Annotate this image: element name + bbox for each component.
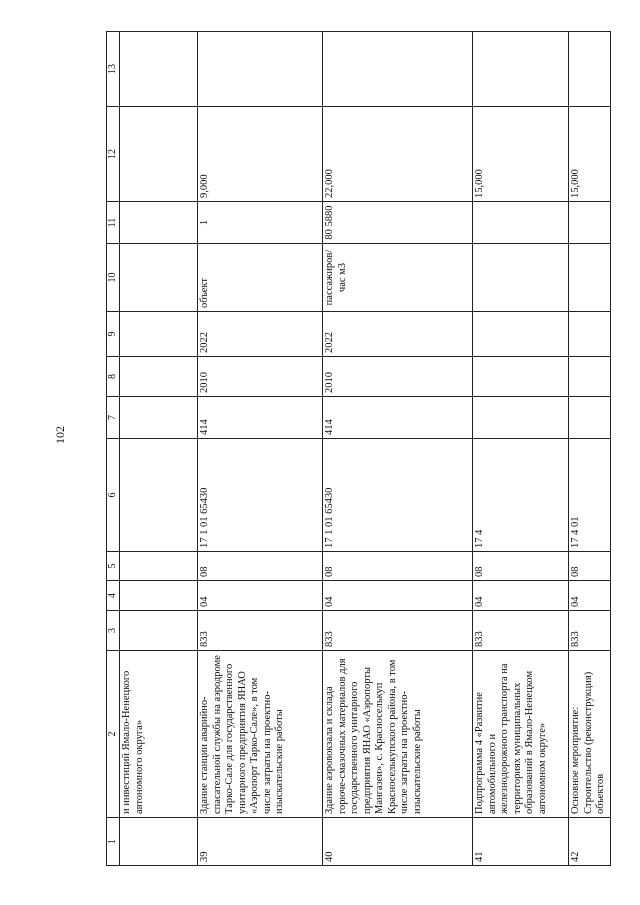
cell-target-code — [120, 439, 198, 552]
cell-target-code: 17 1 01 65430 — [198, 439, 323, 552]
table-row — [120, 32, 198, 866]
cell-expense-type: 414 — [323, 397, 473, 439]
col-header-7: 7 — [107, 397, 120, 439]
cell-end-year: 2022 — [198, 312, 323, 357]
cell-capacity: 80 5880 — [323, 202, 473, 244]
cell-section: 04 — [473, 581, 569, 611]
row-name: Основное мероприятие: Строительство (реконструкция) объектов — [569, 651, 611, 818]
col-header-4: 4 — [107, 581, 120, 611]
row-name: и инвестиций Ямало-Ненецкого автономного округа» — [120, 651, 198, 818]
row-number: 42 — [569, 818, 611, 866]
cell-start-year — [120, 357, 198, 397]
cell-admin-code: 833 — [569, 611, 611, 651]
cell-capacity — [473, 202, 569, 244]
cell-subsection: 08 — [569, 552, 611, 581]
cell-end-year — [473, 312, 569, 357]
row-name: Подпрограмма 4 «Развитие автомобильного и железнодорожного транспорта на территориях муниципальных образований в Ямало-Ненецком автономном округе» — [473, 651, 569, 818]
cell-admin-code: 833 — [473, 611, 569, 651]
cell-section: 04 — [569, 581, 611, 611]
cell-start-year: 2010 — [198, 357, 323, 397]
cell-amount: 22,000 — [323, 107, 473, 202]
cell-subsection: 08 — [323, 552, 473, 581]
cell-section — [120, 581, 198, 611]
cell-subsection: 08 — [198, 552, 323, 581]
col-header-5: 5 — [107, 552, 120, 581]
cell-start-year — [569, 357, 611, 397]
cell-target-code: 17 4 01 — [569, 439, 611, 552]
cell-col13 — [569, 32, 611, 107]
table-row — [323, 32, 473, 866]
column-number-row — [107, 32, 120, 866]
cell-end-year — [569, 312, 611, 357]
cell-unit — [473, 244, 569, 312]
row-number: 41 — [473, 818, 569, 866]
row-number: 39 — [198, 818, 323, 866]
cell-subsection — [120, 552, 198, 581]
cell-expense-type — [569, 397, 611, 439]
row-number — [120, 818, 198, 866]
cell-unit — [569, 244, 611, 312]
rotated-table — [106, 32, 606, 866]
col-header-11: 11 — [107, 202, 120, 244]
budget-table-container — [106, 32, 606, 866]
cell-section: 04 — [198, 581, 323, 611]
cell-col13 — [323, 32, 473, 107]
cell-capacity — [120, 202, 198, 244]
cell-capacity — [569, 202, 611, 244]
cell-end-year: 2022 — [323, 312, 473, 357]
col-header-6: 6 — [107, 439, 120, 552]
page-number: 102 — [52, 426, 67, 444]
table-row — [473, 32, 569, 866]
cell-expense-type — [120, 397, 198, 439]
col-header-3: 3 — [107, 611, 120, 651]
table-row — [569, 32, 611, 866]
cell-expense-type: 414 — [198, 397, 323, 439]
cell-amount: 15,000 — [569, 107, 611, 202]
col-header-1: 1 — [107, 818, 120, 866]
cell-amount: 15,000 — [473, 107, 569, 202]
cell-col13 — [473, 32, 569, 107]
cell-target-code: 17 4 — [473, 439, 569, 552]
table-row — [198, 32, 323, 866]
col-header-12: 12 — [107, 107, 120, 202]
cell-admin-code — [120, 611, 198, 651]
cell-expense-type — [473, 397, 569, 439]
cell-end-year — [120, 312, 198, 357]
row-name: Здание станции аварийно-спасательной службы на аэродроме Тарко-Сале для государственного унитарного предприятия ЯНАО «Аэропорт Тарко-Сале», в том числе затраты на проектно-изыскательские работы — [198, 651, 323, 818]
cell-start-year: 2010 — [323, 357, 473, 397]
cell-col13 — [120, 32, 198, 107]
cell-subsection: 08 — [473, 552, 569, 581]
cell-admin-code: 833 — [323, 611, 473, 651]
col-header-8: 8 — [107, 357, 120, 397]
cell-start-year — [473, 357, 569, 397]
row-number: 40 — [323, 818, 473, 866]
budget-table — [106, 31, 611, 866]
cell-capacity: 1 — [198, 202, 323, 244]
col-header-9: 9 — [107, 312, 120, 357]
cell-col13 — [198, 32, 323, 107]
cell-section: 04 — [323, 581, 473, 611]
cell-amount — [120, 107, 198, 202]
col-header-10: 10 — [107, 244, 120, 312]
row-name: Здание аэровокзала и склада горюче-смазочных материалов для государственного унитарного предприятия ЯНАО «Аэропорты Мангазеи», с. Красноселькуп Красноселькупского района, в том числе затраты на проектно-изыскательские работы — [323, 651, 473, 818]
cell-target-code: 17 1 01 65430 — [323, 439, 473, 552]
col-header-2: 2 — [107, 651, 120, 818]
cell-unit — [120, 244, 198, 312]
col-header-13: 13 — [107, 32, 120, 107]
cell-admin-code: 833 — [198, 611, 323, 651]
cell-amount: 9,000 — [198, 107, 323, 202]
cell-unit: объект — [198, 244, 323, 312]
cell-unit: пассажиров/ час м3 — [323, 244, 473, 312]
